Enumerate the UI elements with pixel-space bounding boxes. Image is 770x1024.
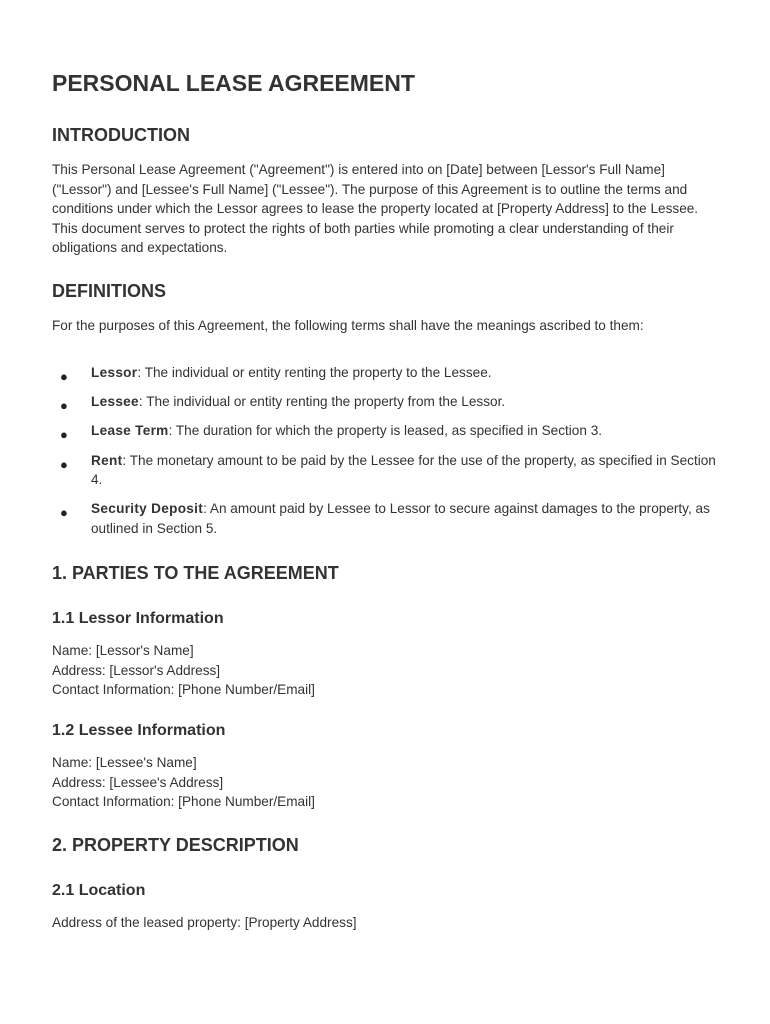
definition-text: : The individual or entity renting the property from the Lessor.	[138, 394, 506, 410]
definitions-list	[52, 363, 720, 539]
definition-item-lease-term	[52, 421, 720, 441]
lessor-name: Name: [Lessor's Name]	[52, 643, 194, 658]
definition-item-security-deposit	[52, 499, 720, 538]
lessor-info-block	[52, 641, 720, 700]
definition-text: : The individual or entity renting the property to the Lessee.	[137, 365, 492, 380]
definition-text: : The monetary amount to be paid by the Lessee for the use of the property, as specified in Section 4.	[91, 452, 716, 488]
introduction-heading: INTRODUCTION	[52, 125, 190, 145]
definition-term: Lessee	[91, 394, 139, 410]
bullet-icon: ●	[60, 369, 68, 384]
bullet-icon: ●	[60, 505, 68, 521]
definitions-heading: DEFINITIONS	[52, 281, 167, 301]
section1-heading: 1. PARTIES TO THE AGREEMENT	[52, 563, 339, 583]
document-title: PERSONAL LEASE AGREEMENT	[52, 70, 415, 96]
definition-item-lessor	[52, 363, 720, 383]
lessor-address: Address: [Lessor's Address]	[52, 662, 221, 678]
definition-term: Lessor	[91, 365, 138, 380]
definition-term: Security Deposit	[91, 501, 204, 517]
lessee-info-block	[52, 753, 720, 812]
lessor-info-heading: 1.1 Lessor Information	[52, 610, 224, 627]
lessee-info-heading: 1.2 Lessee Information	[52, 722, 226, 739]
location-text: Address of the leased property: [Property Address]	[52, 915, 357, 930]
definition-item-rent	[52, 451, 720, 490]
bullet-icon: ●	[60, 398, 68, 414]
lessor-contact: Contact Information: [Phone Number/Email]	[52, 682, 315, 698]
introduction-paragraph: This Personal Lease Agreement ("Agreement") is entered into on [Date] between [Lessor's Full Name] ("Lessor") and [Lessee's Full Name] ("Lessee"). The purpose of this Agreement is to outline the terms and conditions under which the Lessor agrees to lease the property located at [Property Address] to the Lessee. This document serves to protect the rights of both parties while promoting a clear understanding of their obligations and expectations.	[52, 162, 699, 256]
lessee-contact: Contact Information: [Phone Number/Email]	[52, 794, 315, 810]
section2-heading: 2. PROPERTY DESCRIPTION	[52, 835, 299, 855]
lessee-name: Name: [Lessee's Name]	[52, 755, 197, 770]
definition-item-lessee	[52, 392, 720, 412]
definition-term: Lease Term	[91, 423, 169, 439]
definitions-intro: For the purposes of this Agreement, the following terms shall have the meanings ascribed to them:	[52, 318, 644, 333]
location-heading: 2.1 Location	[52, 882, 146, 899]
bullet-icon: ●	[60, 427, 68, 443]
lessee-address: Address: [Lessee's Address]	[52, 774, 224, 790]
definition-term: Rent	[91, 452, 123, 468]
definition-text: : An amount paid by Lessee to Lessor to secure against damages to the property, as outlined in Section 5.	[91, 501, 710, 536]
bullet-icon: ●	[60, 456, 68, 472]
definition-text: : The duration for which the property is leased, as specified in Section 3.	[168, 423, 603, 439]
